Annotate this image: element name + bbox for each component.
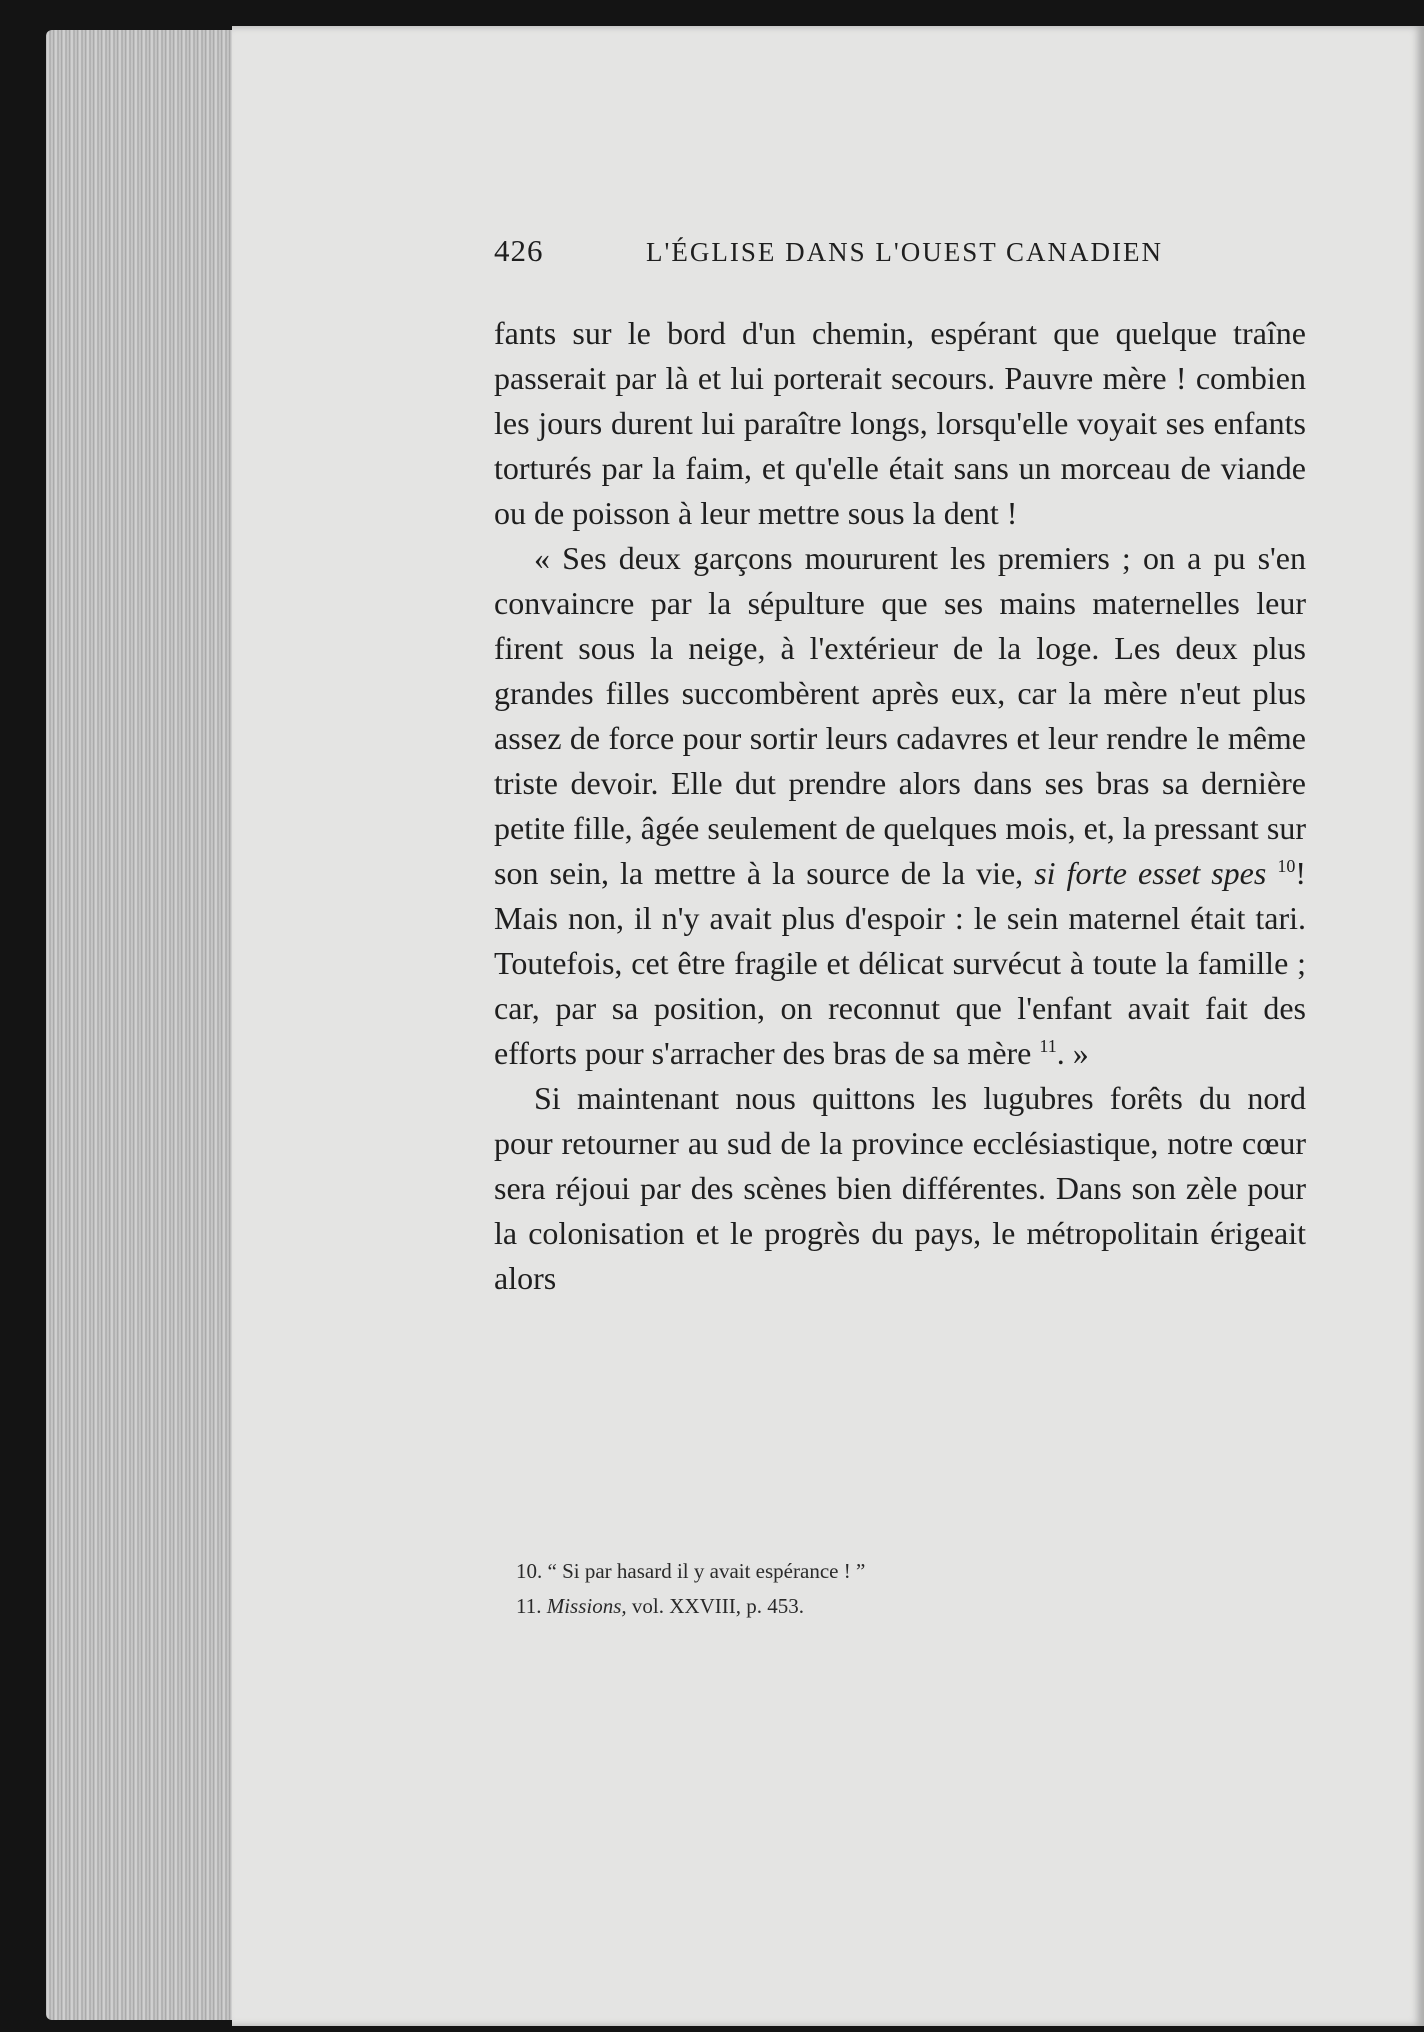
footnote-ref-11: 11 (1039, 1036, 1057, 1056)
footnote-11-rest: vol. XXVIII, p. 453. (631, 1594, 804, 1618)
paragraph-2 (494, 536, 1306, 1076)
running-title: L'ÉGLISE DANS L'OUEST CANADIEN (646, 237, 1163, 267)
latin-phrase: si forte esset spes (1034, 855, 1267, 891)
paragraph-2-end: . » (1056, 1035, 1089, 1071)
footnote-11 (516, 1589, 1216, 1624)
paragraph-1: fants sur le bord d'un chemin, espérant que quelque traîne passerait par là et lui porterait secours. Pauvre mère ! combien les jours durent lui paraître longs, lorsqu'elle voyait ses enfants torturés par la faim, et qu'elle était sans un morceau de viande ou de poisson à leur mettre sous la dent ! (494, 315, 1306, 531)
paragraph-2-part-b: ! Mais non, il n'y avait plus d'espoir : le sein maternel était tari. Toutefois, cet être fragile et délicat survécut à toute la famille ; car, par sa position, on reconnut que l'enfant avait fait des efforts pour s'arracher des bras de sa mère (494, 855, 1306, 1071)
footnote-10: 10. “ Si par hasard il y avait espérance ! ” (516, 1559, 866, 1583)
book-page-edges (46, 30, 246, 2020)
footnote-11-number: 11. (516, 1594, 542, 1618)
page-number: 426 (494, 233, 544, 268)
text-column (494, 233, 1306, 1301)
footnote-11-title: Missions, (546, 1594, 627, 1618)
running-header (494, 233, 1306, 271)
paragraph-3: Si maintenant nous quittons les lugubres forêts du nord pour retourner au sud de la province ecclésiastique, notre cœur sera réjoui par des scènes bien différentes. Dans son zèle pour la colonisation et le progrès du pays, le métropolitain érigeait alors (494, 1080, 1306, 1296)
paragraph-2-part-a: « Ses deux garçons moururent les premiers ; on a pu s'en convaincre par la sépulture que ses mains maternelles leur firent sous la neige, à l'extérieur de la loge. Les deux plus grandes filles succombèrent après eux, car la mère n'eut plus assez de force pour sortir leurs cadavres et leur rendre le même triste devoir. Elle dut prendre alors dans ses bras sa dernière petite fille, âgée seulement de quelques mois, et, la pressant sur son sein, la mettre à la source de la vie, (494, 540, 1306, 891)
footnote-ref-10: 10 (1277, 856, 1296, 876)
body-text (494, 311, 1306, 1301)
footnotes (516, 1554, 1216, 1624)
